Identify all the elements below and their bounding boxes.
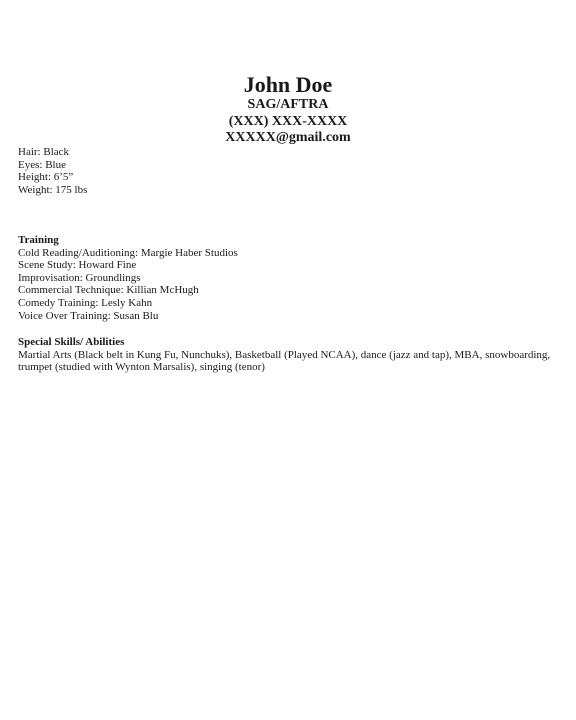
stat-eyes: Eyes: Blue (18, 158, 66, 171)
email-address: XXXXX@gmail.com (225, 130, 351, 145)
training-item: Cold Reading/Auditioning: Margie Haber Studios (18, 246, 238, 259)
skills-text: Martial Arts (Black belt in Kung Fu, Nunchuks), Basketball (Played NCAA), dance (jazz and tap), MBA, snowboarding, trumpet (studied with Wynton Marsalis), singing (tenor) (18, 348, 551, 374)
training-section (18, 234, 568, 322)
training-item: Scene Study: Howard Fine (18, 259, 137, 272)
physical-stats (18, 146, 568, 196)
stat-height: Height: 6’5” (18, 171, 74, 184)
stat-hair: Hair: Black (18, 146, 70, 158)
training-item: Improvisation: Groundlings (18, 271, 141, 284)
resume-header (0, 73, 576, 147)
training-item: Voice Over Training: Susan Blu (18, 309, 159, 322)
actor-name: John Doe (243, 72, 333, 97)
phone-number: (XXX) XXX-XXXX (228, 113, 348, 129)
training-item: Commercial Technique: Killian McHugh (18, 284, 199, 297)
skills-section (18, 336, 568, 374)
stat-weight: Weight: 175 lbs (18, 183, 88, 196)
skills-heading: Special Skills/ Abilities (18, 336, 125, 348)
union-affiliation: SAG/AFTRA (247, 97, 329, 112)
training-item: Comedy Training: Lesly Kahn (18, 296, 153, 309)
training-heading: Training (18, 234, 59, 246)
